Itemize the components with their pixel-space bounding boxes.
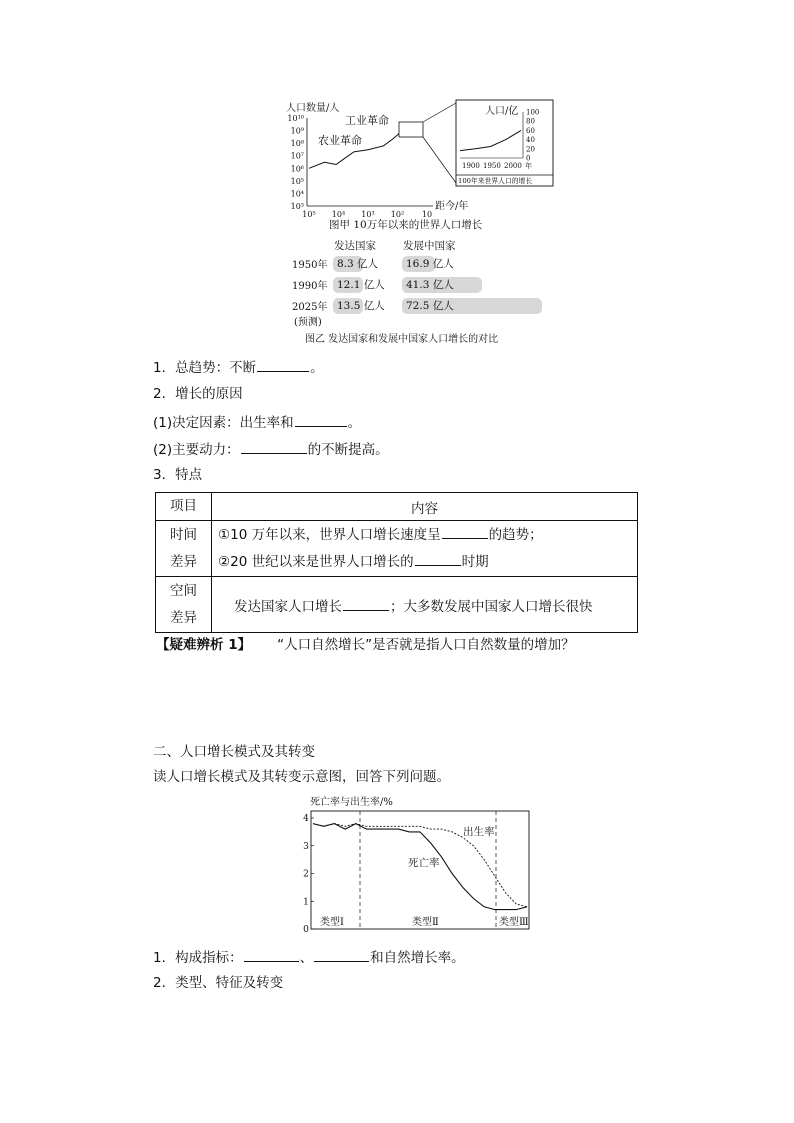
y-tick-label: 10³ [290,202,304,211]
table-head-item: 项目 [156,493,212,521]
bar-developed: 13.5 亿人 [333,298,363,314]
fig1-xlabel: 距今/年 [435,201,469,212]
inset-x-tick: 年 [525,162,532,170]
bar-developing: 16.9 亿人 [402,256,435,272]
doubt-note [156,633,575,653]
inset-y-tick: 80 [526,117,535,126]
section2-heading: 二、人口增长模式及其转变 [153,744,315,760]
x-tick-label: 10 [421,210,433,219]
inset-caption: 100年来世界人口的增长 [458,177,533,185]
section2-intro: 读人口增长模式及其转变示意图，回答下列问题。 [153,769,450,785]
fig1-x-ticks [302,210,432,219]
transition-y-tick: 2 [303,869,309,880]
q2-title: 2．增长的原因 [153,386,243,402]
inset-x-tick: 1950 [483,162,501,170]
x-tick-label: 10² [390,210,405,219]
y-tick-label: 10⁸ [290,139,304,149]
type-1-label: 类型Ⅰ [320,917,344,928]
bar-developed: 12.1 亿人 [333,277,363,293]
fig1-caption: 图甲 10万年以来的世界人口增长 [329,219,483,231]
type-3-label: 类型Ⅲ [499,917,529,928]
bar-developing: 41.3 亿人 [402,277,482,293]
inset-title: 人口/亿 [485,106,519,117]
q2-1: (1)决定因素：出生率和 。 [153,412,361,432]
y-tick-label: 10⁴ [290,189,304,199]
bar-developing: 72.5 亿人 [402,298,542,314]
feature-table [155,492,638,633]
blank-developed[interactable] [343,596,389,611]
x-tick-label: 10⁵ [302,210,316,219]
inset-x-tick: 2000 [504,162,522,170]
table-head-content: 内容 [212,493,638,521]
death-rate-label: 死亡率 [408,857,440,869]
s2-q2: 2．类型、特征及转变 [153,975,284,991]
note-question: “人口自然增长”是否就是指人口自然数量的增加？ [277,637,575,653]
yi-row-note: (预测) [294,317,322,328]
figure-jia [285,98,555,236]
row-time-content: ①10 万年以来，世界人口增长速度呈 的趋势； ②20 世纪以来是世界人口增长的 时期 [212,521,638,577]
row-space-content: 发达国家人口增长 ；大多数发展中国家人口增长很快 [212,577,638,633]
inset-y-tick: 20 [526,145,535,154]
row-time-label: 时间 差异 [156,521,212,577]
type-2-label: 类型Ⅱ [412,917,439,928]
inset-y-tick: 60 [526,126,535,135]
y-tick-label: 10⁶ [290,164,304,174]
annotation-industrial-revolution: 工业革命 [345,114,389,127]
col-header-developing: 发展中国家 [403,240,456,252]
fig2-caption: 图乙 发达国家和发展中国家人口增长的对比 [305,334,499,345]
fig1-ylabel: 人口数量/人 [286,103,340,114]
yi-row-year: 1950年 [292,260,328,271]
y-tick-label: 10⁵ [290,176,304,186]
yi-row-year: 1990年 [292,281,328,292]
yi-row-year: 2025年 [292,302,328,313]
transition-y-ticks [303,814,314,932]
blank-driver[interactable] [241,439,307,454]
y-tick-label: 10⁷ [290,151,304,161]
y-tick-label: 10¹⁰ [287,114,304,123]
q1-trend: 1．总趋势：不断 。 [153,357,324,377]
inset-x-ticks [462,161,532,170]
birth-rate-label: 出生率 [463,826,495,838]
s2-q1: 1．构成指标： 、 和自然增长率。 [153,947,465,967]
inset-x-tick: 1900 [462,162,480,170]
figure-yi [285,236,547,346]
blank-indicator-2[interactable] [314,947,369,962]
inset-y-tick: 40 [526,136,535,145]
blank-indicator-1[interactable] [244,947,299,962]
row-space-label: 空间 差异 [156,577,212,633]
zoom-box [399,122,423,137]
transition-y-tick: 0 [303,925,309,932]
blank-factor[interactable] [295,412,347,427]
x-tick-label: 10³ [361,210,375,219]
bar-developed: 8.3 亿人 [333,256,363,272]
transition-chart [298,794,534,932]
y-tick-label: 10⁹ [290,126,304,136]
q2-2: (2)主要动力： 的不断提高。 [153,439,389,459]
transition-y-tick: 1 [303,897,309,908]
col-header-developed: 发达国家 [334,240,376,252]
transition-y-tick: 4 [303,814,309,824]
fig1-y-ticks [287,114,304,211]
q3-title: 3．特点 [153,467,203,483]
annotation-agricultural-revolution: 农业革命 [318,134,362,147]
blank-period[interactable] [415,551,461,566]
transition-y-tick: 3 [303,841,309,852]
inset-y-tick: 0 [526,154,531,163]
transition-ylabel: 死亡率与出生率/% [310,797,393,808]
x-tick-label: 10⁴ [331,210,346,219]
inset-y-tick: 100 [526,108,540,117]
blank-speed[interactable] [442,524,488,539]
note-tag: 【疑难辨析 1】 [156,637,252,653]
blank-trend[interactable] [257,357,309,372]
